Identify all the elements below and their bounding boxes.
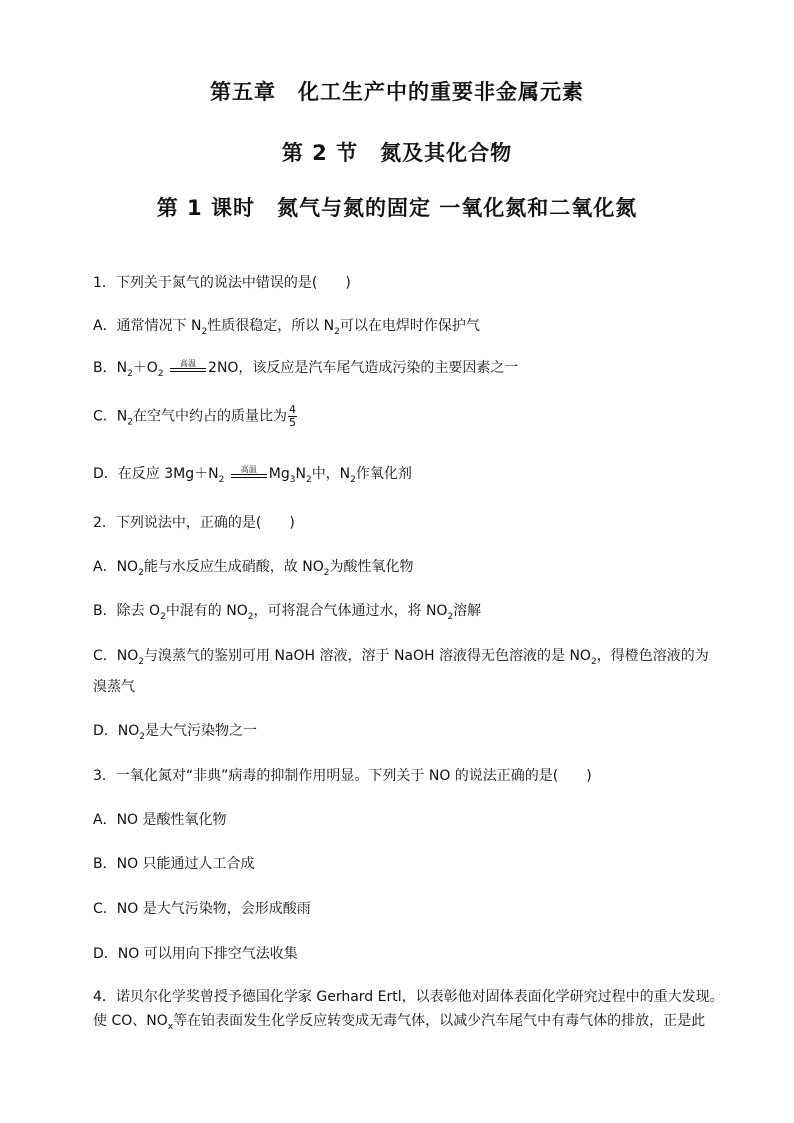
section-title: 第 2 节 氮及其化合物 xyxy=(281,141,513,165)
reaction-arrow-high-temp: 高温 xyxy=(170,359,206,372)
q2-option-d[interactable]: D．$NO_2$是大气污染物之一 xyxy=(93,723,258,742)
q1-option-b[interactable]: B．$N_2+O_2$ 高温 2NO，该反应是汽车尾气造成污染的主要因素之一 xyxy=(93,359,519,379)
q1-option-d[interactable]: D．在反应 $3Mg+N_2$ 高温 $Mg_3N_2$中，$N_2$作氧化剂 xyxy=(93,465,412,485)
chapter-title: 第五章 化工生产中的重要非金属元素 xyxy=(210,80,584,104)
q3-stem: 3．一氧化氮对“非典”病毒的抑制作用明显。下列关于 NO 的说法正确的是( ) xyxy=(93,768,592,784)
q3-option-d[interactable]: D．NO 可以用向下排空气法收集 xyxy=(93,946,298,962)
q1-option-a[interactable]: A．通常情况下 $N_2$性质很稳定，所以 $N_2$可以在电焊时作保护气 xyxy=(93,318,480,337)
q2-option-a[interactable]: A．$NO_2$能与水反应生成硝酸，故 $NO_2$为酸性氧化物 xyxy=(93,559,414,578)
q1-option-c[interactable]: C．$N_2$在空气中约占的质量比为 $\frac{4}{5}$ xyxy=(93,403,296,429)
fraction-4-5: $\frac{4}{5}$ xyxy=(288,403,296,429)
q4-stem-line2: 使 CO、$NO_x$等在铂表面发生化学反应转变成无毒气体，以减少汽车尾气中有毒气体的排放，正是此 xyxy=(93,1013,706,1032)
q2-stem: 2．下列说法中，正确的是( ) xyxy=(93,515,295,531)
q4-stem-line1: 4．诺贝尔化学奖曾授予德国化学家 Gerhard Ertl，以表彰他对固体表面化学研究过程中的重大发现。 xyxy=(93,989,724,1005)
q2-option-c-continued: 溴蒸气 xyxy=(93,679,135,695)
q3-option-a[interactable]: A．NO 是酸性氧化物 xyxy=(93,812,227,828)
q1-stem: 1．下列关于氮气的说法中错误的是( ) xyxy=(93,275,351,291)
q3-option-b[interactable]: B．NO 只能通过人工合成 xyxy=(93,856,255,872)
lesson-title: 第 1 课时 氮气与氮的固定 一氧化氮和二氧化氮 xyxy=(156,196,638,220)
reaction-arrow-high-temp: 高温 xyxy=(231,465,267,478)
q2-option-c[interactable]: C．$NO_2$与溴蒸气的鉴别可用 NaOH 溶液，溶于 NaOH 溶液得无色溶液的是 $NO_2$，得橙色溶液的为 xyxy=(93,648,709,667)
q3-option-c[interactable]: C．NO 是大气污染物，会形成酸雨 xyxy=(93,901,311,917)
q2-option-b[interactable]: B．除去 $O_2$中混有的 $NO_2$，可将混合气体通过水，将 $NO_2$溶解 xyxy=(93,603,482,622)
